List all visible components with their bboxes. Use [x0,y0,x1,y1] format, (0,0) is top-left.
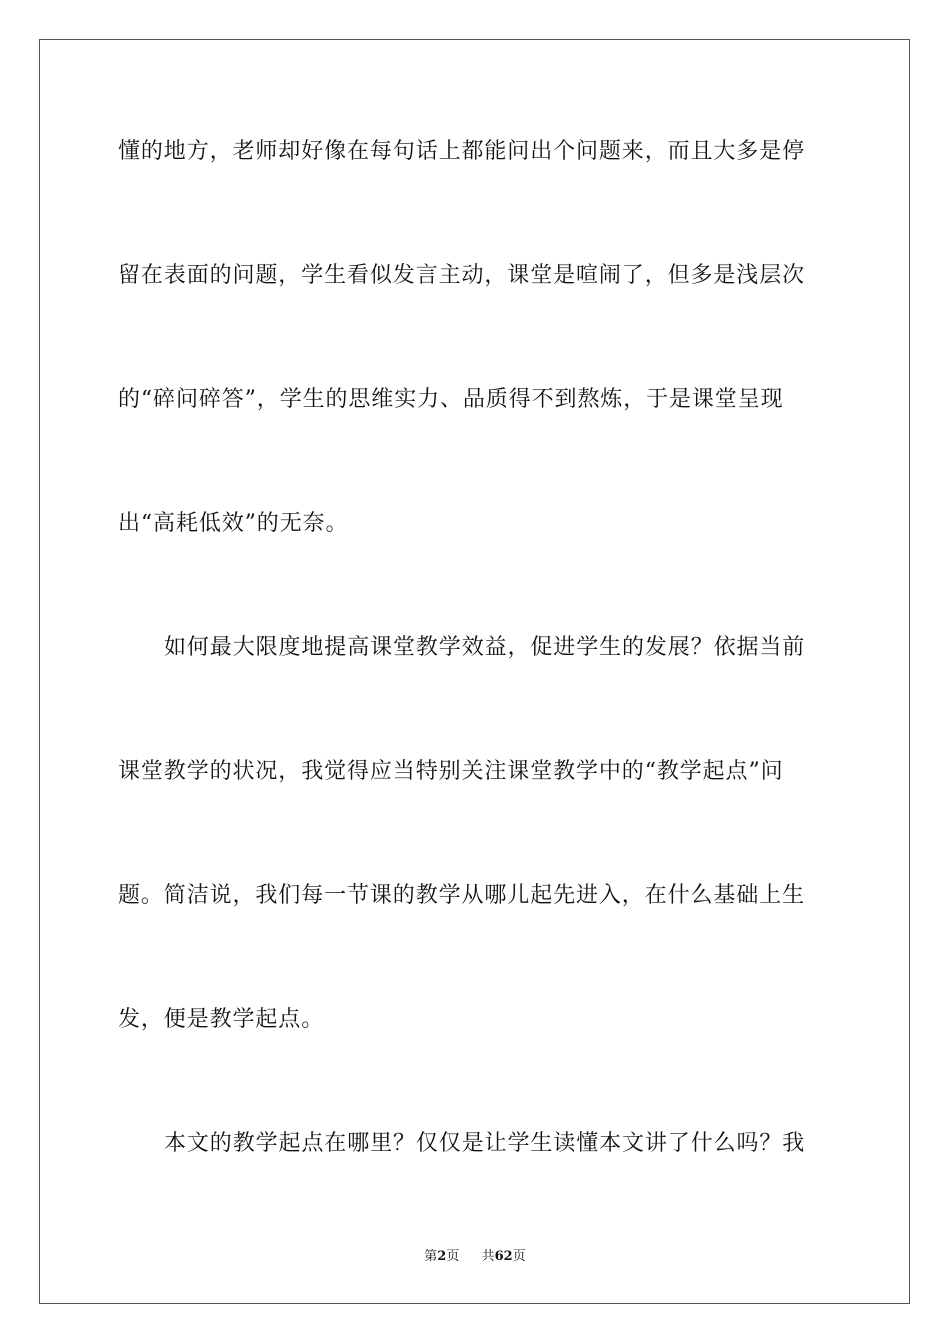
body-text-line: 课堂教学的状况，我觉得应当特别关注课堂教学中的“教学起点”问 [118,759,784,784]
paragraph-first-line: 如何最大限度地提高课堂教学效益，促进学生的发展？依据当前 [164,635,806,660]
page-border [39,39,910,1304]
body-text-line: 留在表面的问题，学生看似发言主动，课堂是喧闹了，但多是浅层次 [118,263,806,288]
page-footer [0,1248,950,1266]
body-text-line: 的“碎问碎答”，学生的思维实力、品质得不到熬炼，于是课堂呈现 [118,387,784,412]
body-text-line: 发，便是教学起点。 [118,1007,325,1032]
body-text-line: 出“高耗低效”的无奈。 [118,511,349,536]
page-number-label: 第2页 [424,1249,460,1264]
body-text-line: 懂的地方，老师却好像在每句话上都能问出个问题来，而且大多是停 [118,139,806,164]
paragraph-first-line: 本文的教学起点在哪里？仅仅是让学生读懂本文讲了什么吗？我 [164,1131,806,1156]
body-text-line: 题。简洁说，我们每一节课的教学从哪儿起先进入，在什么基础上生 [118,883,806,908]
total-pages-label: 共62页 [481,1249,526,1264]
